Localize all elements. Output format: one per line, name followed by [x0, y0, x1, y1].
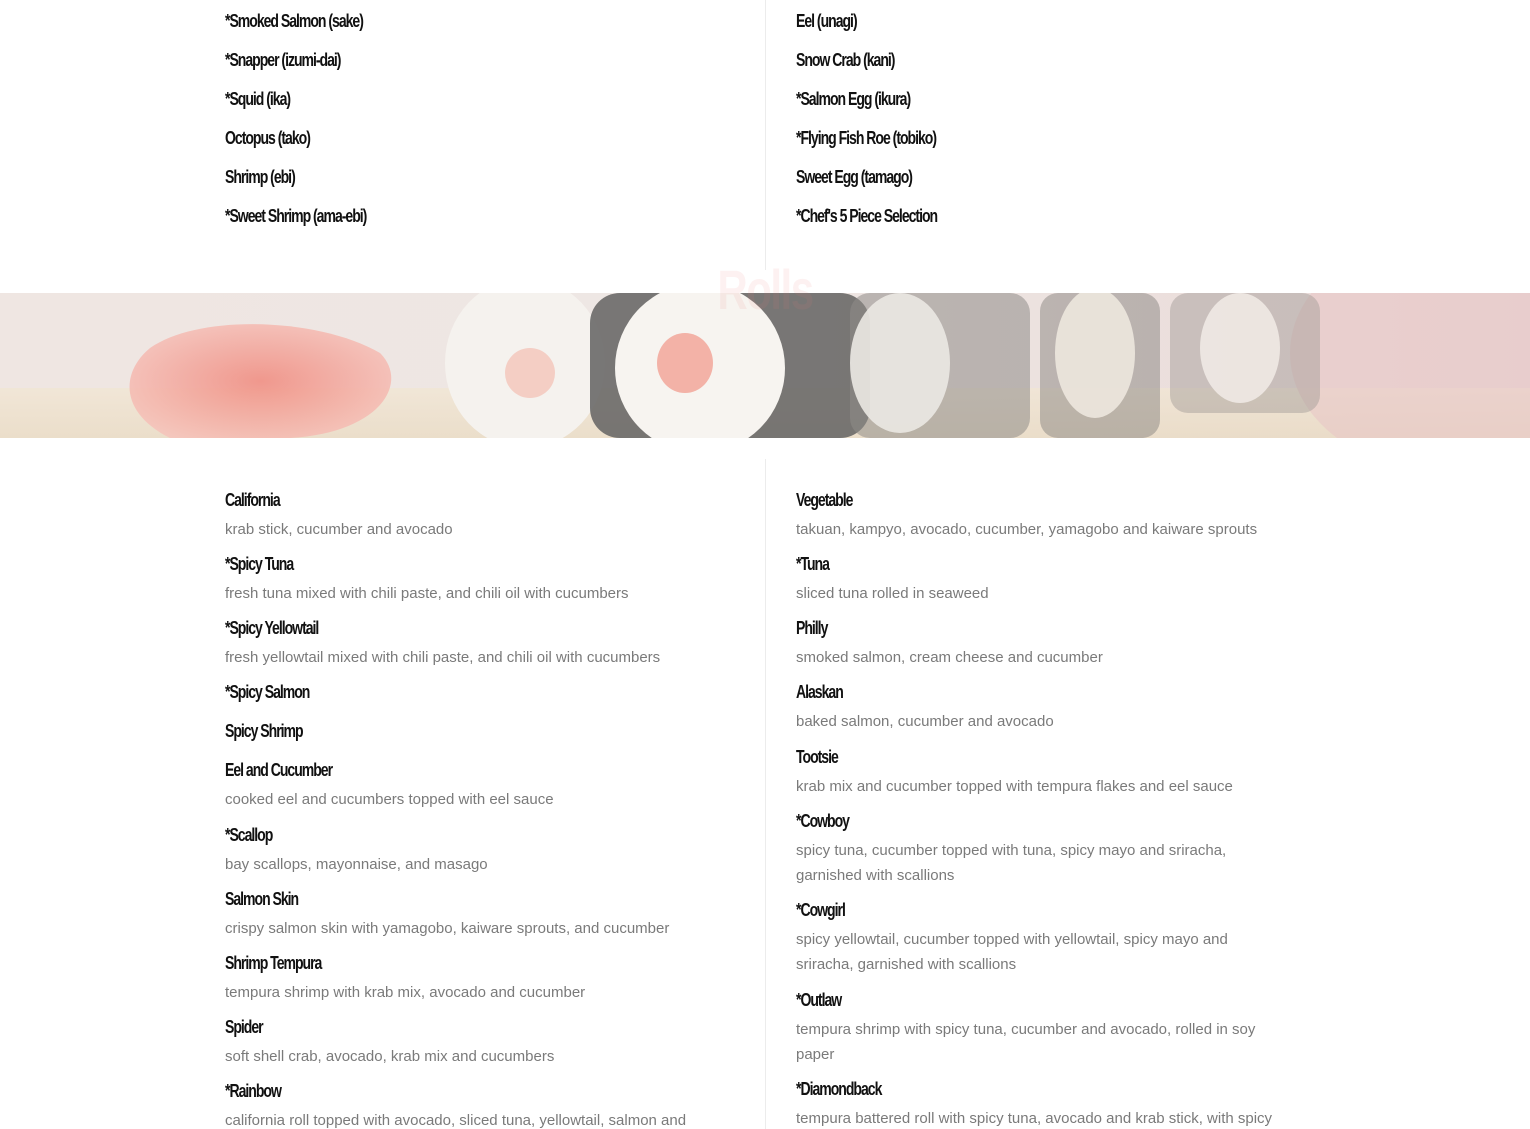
- roll-item: [225, 824, 745, 877]
- roll-name: Salmon Skin: [225, 889, 299, 909]
- roll-item: [796, 899, 1316, 977]
- roll-item: [796, 1078, 1316, 1129]
- roll-name: *Diamondback: [796, 1079, 882, 1099]
- roll-description: krab mix and cucumber topped with tempura flakes and eel sauce: [796, 778, 1233, 795]
- roll-item: [796, 617, 1316, 670]
- roll-name: Eel and Cucumber: [225, 760, 333, 780]
- nigiri-item: Octopus (tako): [225, 128, 310, 148]
- roll-description: tempura shrimp with spicy tuna, cucumber and avocado, rolled in soy paper: [796, 1021, 1256, 1063]
- roll-description: smoked salmon, cream cheese and cucumber: [796, 649, 1103, 666]
- roll-item: [796, 989, 1316, 1067]
- roll-name: *Rainbow: [225, 1081, 281, 1101]
- nigiri-item: *Sweet Shrimp (ama-ebi): [225, 206, 367, 226]
- nigiri-section: [0, 0, 1530, 293]
- roll-name: *Spicy Yellowtail: [225, 618, 319, 638]
- roll-description: fresh tuna mixed with chili paste, and chili oil with cucumbers: [225, 585, 629, 602]
- roll-description: spicy yellowtail, cucumber topped with yellowtail, spicy mayo and sriracha, garnished with scallions: [796, 931, 1228, 973]
- nigiri-item: Sweet Egg (tamago): [796, 167, 912, 187]
- roll-name: Spider: [225, 1017, 263, 1037]
- roll-description: fresh yellowtail mixed with chili paste, and chili oil with cucumbers: [225, 649, 661, 666]
- roll-name: Philly: [796, 618, 828, 638]
- roll-description: sliced tuna rolled in seaweed: [796, 585, 989, 602]
- nigiri-left-column: [225, 0, 745, 293]
- rolls-section: [0, 438, 1530, 1129]
- roll-name: *Tuna: [796, 554, 829, 574]
- nigiri-item: *Smoked Salmon (sake): [225, 11, 363, 31]
- roll-item: [225, 617, 745, 670]
- roll-item: [225, 1016, 745, 1069]
- roll-item: [796, 746, 1316, 799]
- rolls-banner-image: [0, 293, 1530, 438]
- rolls-right-column: [796, 438, 1316, 1129]
- roll-name: Spicy Shrimp: [225, 721, 303, 741]
- roll-item: [225, 489, 745, 542]
- nigiri-item: Eel (unagi): [796, 11, 857, 31]
- nigiri-right-column: [796, 0, 1316, 293]
- roll-name: *Cowgirl: [796, 900, 845, 920]
- roll-name: California: [225, 490, 280, 510]
- nigiri-item: *Chef's 5 Piece Selection: [796, 206, 938, 226]
- roll-name: *Spicy Tuna: [225, 554, 294, 574]
- roll-item: [225, 553, 745, 606]
- roll-item: [225, 681, 745, 703]
- rolls-section-title: Rolls: [717, 258, 813, 321]
- nigiri-item: *Snapper (izumi-dai): [225, 50, 341, 70]
- nigiri-item: Snow Crab (kani): [796, 50, 895, 70]
- nigiri-item: *Salmon Egg (ikura): [796, 89, 911, 109]
- roll-item: [225, 759, 745, 812]
- roll-description: california roll topped with avocado, sliced tuna, yellowtail, salmon and: [225, 1112, 687, 1129]
- roll-name: Vegetable: [796, 490, 853, 510]
- column-divider: [765, 0, 766, 270]
- nigiri-item: Shrimp (ebi): [225, 167, 295, 187]
- roll-name: Alaskan: [796, 682, 843, 702]
- roll-description: cooked eel and cucumbers topped with eel sauce: [225, 791, 554, 808]
- rolls-left-column: [225, 438, 745, 1129]
- roll-name: Tootsie: [796, 747, 838, 767]
- roll-item: [796, 553, 1316, 606]
- roll-name: *Spicy Salmon: [225, 682, 310, 702]
- roll-description: bay scallops, mayonnaise, and masago: [225, 856, 488, 873]
- roll-item: [796, 681, 1316, 734]
- roll-description: takuan, kampyo, avocado, cucumber, yamagobo and kaiware sprouts: [796, 521, 1258, 538]
- roll-description: krab stick, cucumber and avocado: [225, 521, 453, 538]
- roll-name: Shrimp Tempura: [225, 953, 322, 973]
- roll-item: [796, 489, 1316, 542]
- roll-item: [796, 810, 1316, 888]
- roll-item: [225, 888, 745, 941]
- roll-name: *Outlaw: [796, 990, 842, 1010]
- roll-description: soft shell crab, avocado, krab mix and cucumbers: [225, 1048, 555, 1065]
- nigiri-item: *Flying Fish Roe (tobiko): [796, 128, 937, 148]
- nigiri-item: *Squid (ika): [225, 89, 291, 109]
- roll-name: *Cowboy: [796, 811, 849, 831]
- roll-item: [225, 720, 745, 742]
- sushi-photo: [0, 293, 1530, 438]
- roll-item: [225, 1080, 745, 1129]
- roll-description: crispy salmon skin with yamagobo, kaiware sprouts, and cucumber: [225, 920, 670, 937]
- roll-description: spicy tuna, cucumber topped with tuna, spicy mayo and sriracha, garnished with scallions: [796, 842, 1227, 884]
- roll-name: *Scallop: [225, 825, 273, 845]
- roll-description: tempura shrimp with krab mix, avocado and cucumber: [225, 984, 586, 1001]
- roll-description: baked salmon, cucumber and avocado: [796, 713, 1054, 730]
- roll-item: [225, 952, 745, 1005]
- roll-description: tempura battered roll with spicy tuna, avocado and krab stick, with spicy: [796, 1110, 1273, 1127]
- column-divider: [765, 459, 766, 1129]
